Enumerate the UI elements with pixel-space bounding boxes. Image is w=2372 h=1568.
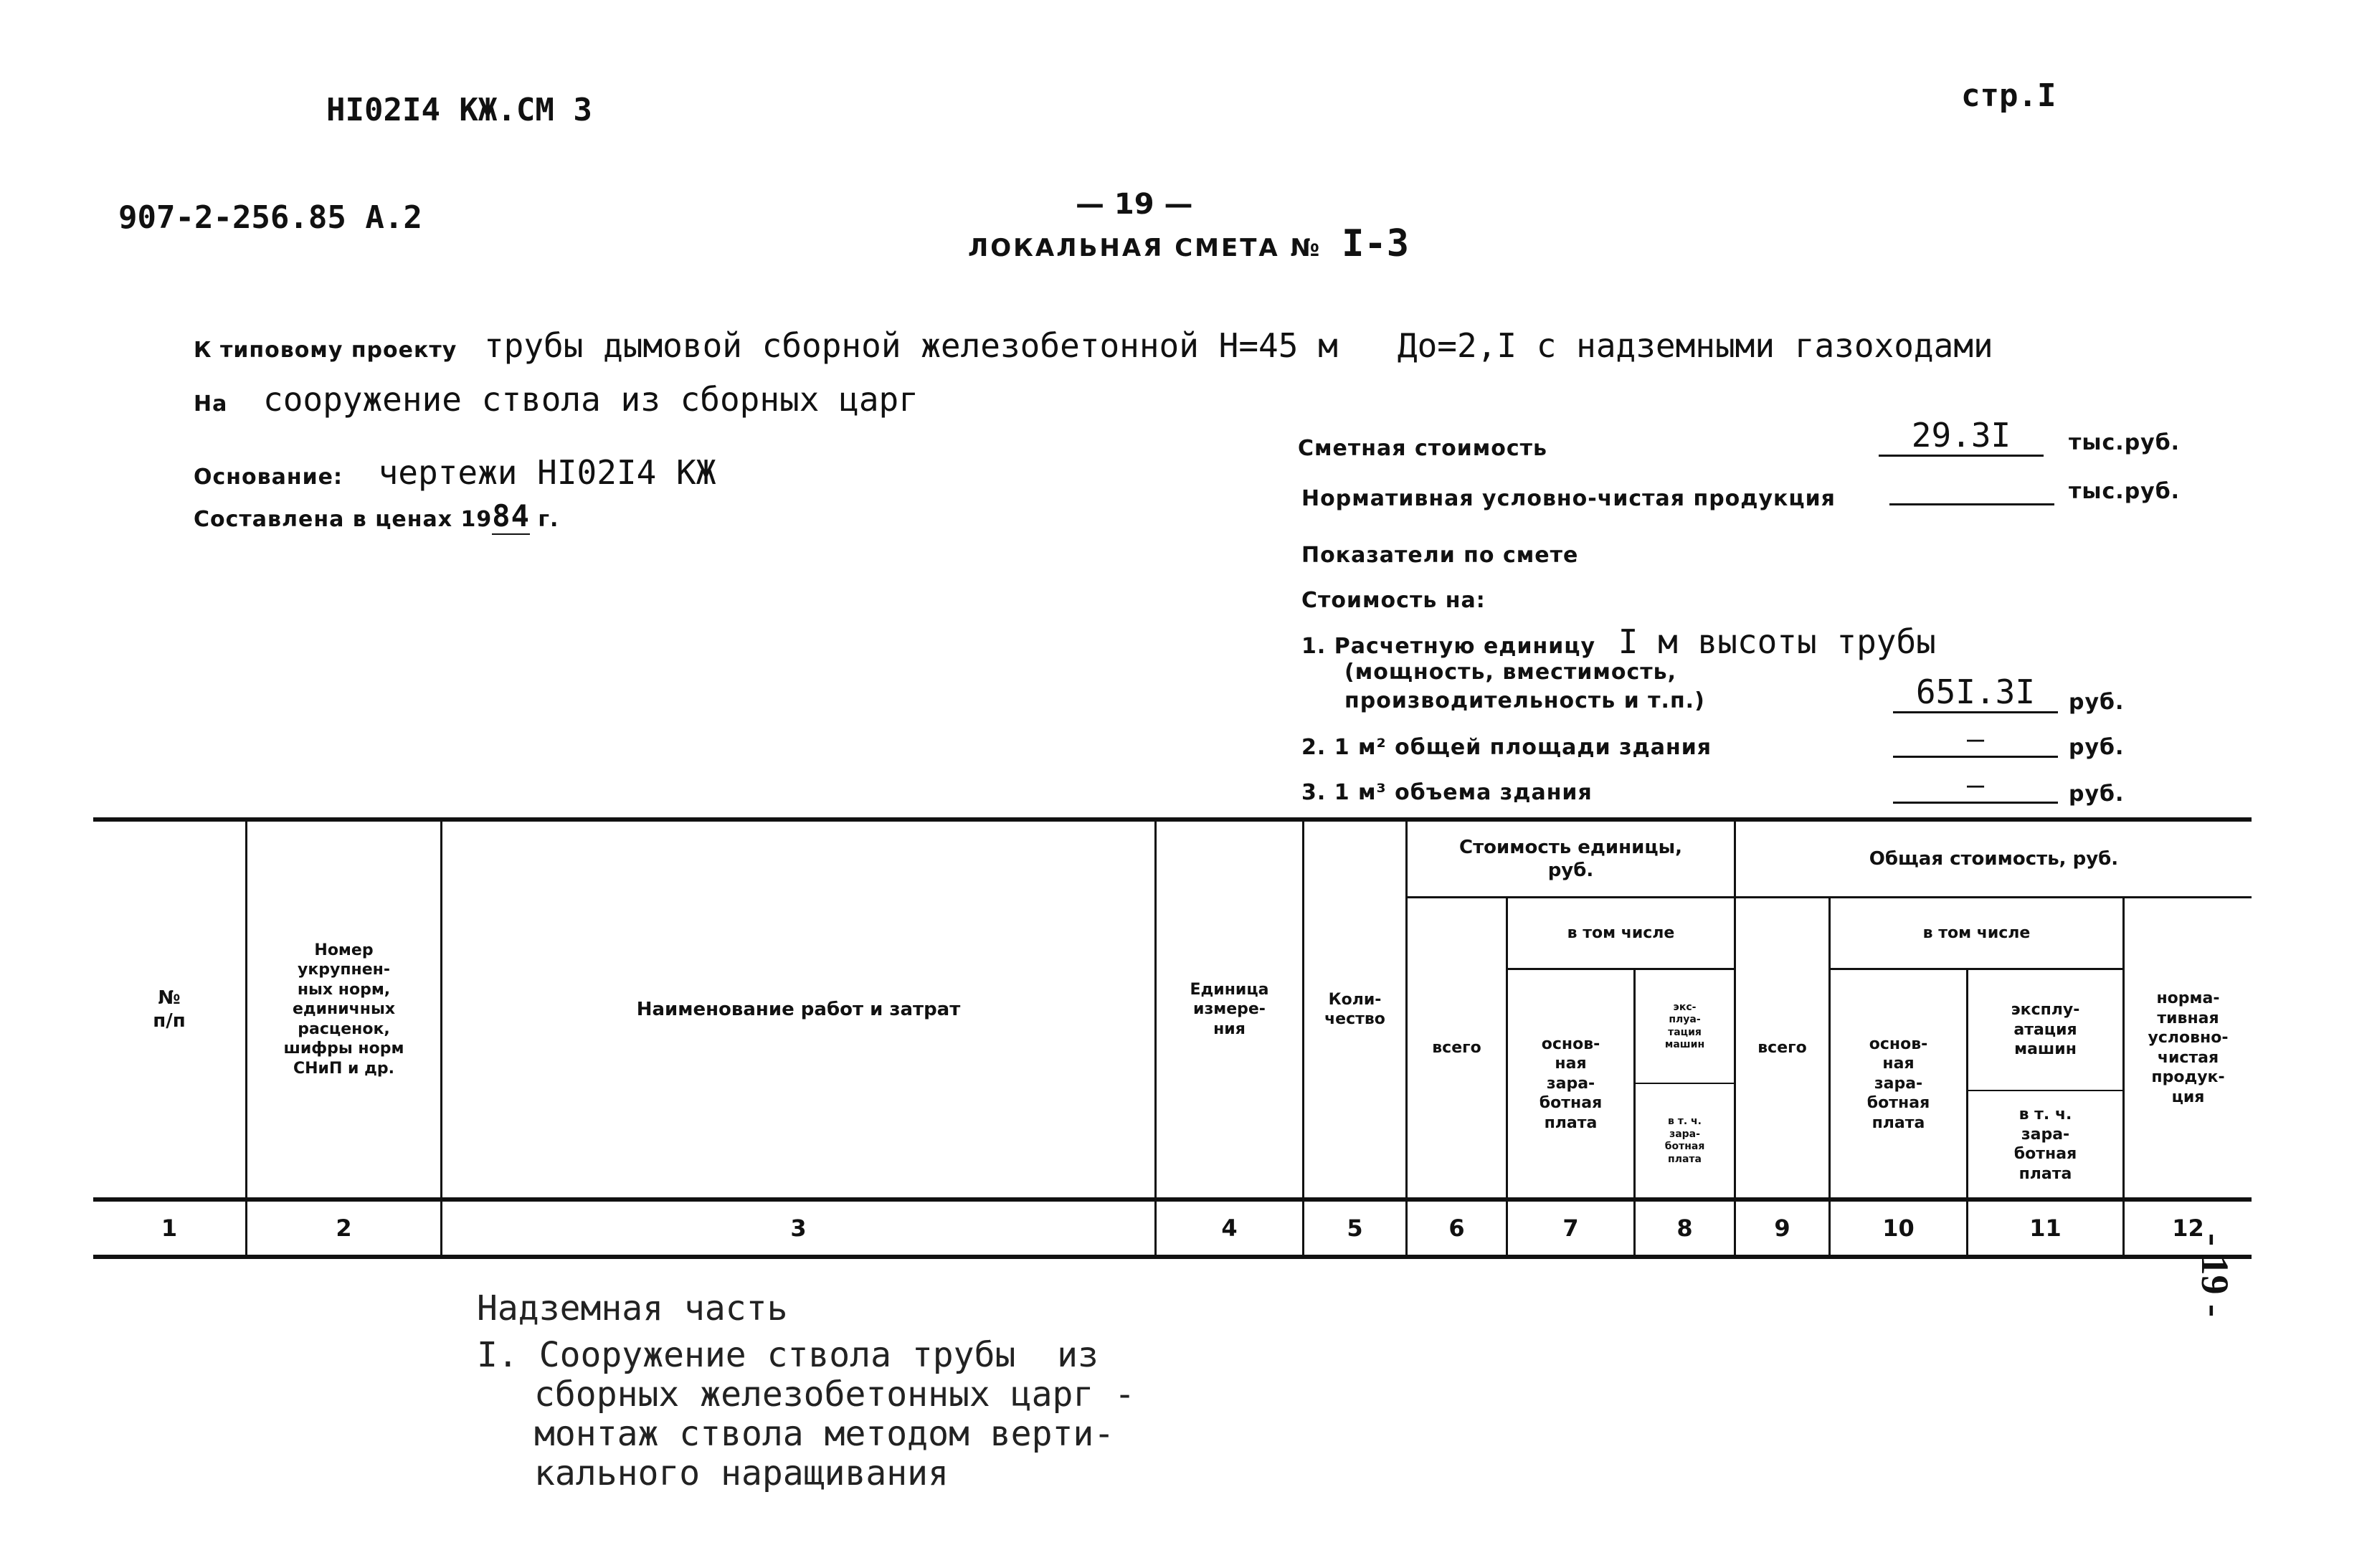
col-mach-wage2-header: в т. ч. зара- ботная плата — [2013, 1106, 2077, 1183]
on-line — [194, 380, 919, 419]
col-name-header: Наименование работ и затрат — [636, 998, 961, 1020]
document-code: НI02I4 КЖ.СМ 3 — [326, 92, 592, 128]
col-wage2-header: основ- ная зара- ботная плата — [1866, 1035, 1930, 1132]
estimated-cost-value: 29.3I — [1879, 416, 2044, 457]
col-number: 5 — [1347, 1215, 1363, 1242]
col-number: 9 — [1774, 1215, 1790, 1242]
on-label: На — [194, 391, 228, 417]
section-title: Надземная часть — [477, 1288, 788, 1329]
project-number: 907-2-256.85 А.2 — [118, 199, 422, 236]
cost-per-label: Стоимость на: — [1301, 588, 1486, 613]
col-unit-header: Единица измере- ния — [1190, 980, 1269, 1038]
col-number: 7 — [1562, 1215, 1579, 1242]
basis-line — [194, 453, 716, 492]
col-qty-header: Коли- чество — [1324, 990, 1385, 1028]
estimated-cost-unit: тыс.руб. — [2069, 430, 2181, 455]
col-mach2-header: эксплу- атация машин — [2011, 1001, 2080, 1059]
col-no-header: № п/п — [153, 987, 186, 1032]
col-number: 8 — [1676, 1215, 1693, 1242]
to-project-label: К типовому проекту — [194, 338, 457, 363]
indicator-1-value: I м высоты трубы — [1618, 622, 1936, 661]
indicator-2-label: 2. 1 м² общей площади здания — [1301, 735, 1712, 760]
side-page-number: - 19 - — [2193, 1233, 2236, 1317]
col-number: 4 — [1221, 1215, 1238, 1242]
col-incl2-header: в том числе — [1922, 923, 2031, 942]
col-mach-header: экс- плуа- тация машин — [1664, 1001, 1705, 1050]
indicator-1-note1: (мощность, вместимость, — [1344, 660, 1677, 685]
col-unit-cost-header: Стоимость единицы, руб. — [1458, 836, 1682, 881]
normative-label: Нормативная условно-чистая продукция — [1301, 486, 1836, 511]
indicator-3-unit: руб. — [2069, 781, 2125, 807]
item-line-4: кального наращивания — [534, 1453, 949, 1493]
prices-year: 84 — [492, 498, 530, 533]
col-incl-header: в том числе — [1567, 923, 1675, 942]
indicator-1-label: 1. Расчетную единицу — [1301, 634, 1596, 659]
col-normative-header: норма- тивная условно- чистая продук- ция — [2148, 989, 2229, 1106]
col-wage-header: основ- ная зара- ботная плата — [1539, 1035, 1603, 1132]
page-number: стр.I — [1961, 77, 2056, 114]
estimate-title-number: I-3 — [1342, 222, 1410, 265]
item-line-3: монтаж ствола методом верти- — [534, 1414, 1115, 1454]
indicator-3-label: 3. 1 м³ объема здания — [1301, 780, 1593, 805]
indicator-1 — [1301, 622, 1936, 661]
prices-label: Составлена в ценах 19 — [194, 507, 493, 532]
to-project-value: трубы дымовой сборной железобетонной Н=45 м До=2,I с надземными газоходами — [483, 326, 1993, 365]
indicator-1-amount: 65I.3I — [1893, 673, 2058, 713]
prices-line — [194, 498, 559, 535]
normative-value — [1889, 482, 2054, 505]
col-total9-header: всего — [1757, 1038, 1807, 1057]
normative-unit: тыс.руб. — [2069, 479, 2181, 504]
estimate-title — [968, 222, 1409, 265]
estimate-table-header — [93, 817, 2252, 1262]
col-number: 2 — [336, 1215, 352, 1242]
estimate-title-text: ЛОКАЛЬНАЯ СМЕТА № — [968, 234, 1322, 262]
col-number: 6 — [1448, 1215, 1465, 1242]
col-number: 10 — [1882, 1215, 1915, 1242]
indicators-label: Показатели по смете — [1301, 543, 1579, 568]
basis-label: Основание: — [194, 465, 343, 490]
to-project-line — [194, 326, 1993, 365]
indicator-3-amount: – — [1893, 769, 2058, 804]
indicator-1-note2: производительность и т.п.) — [1344, 688, 1705, 713]
col-total6-header: всего — [1432, 1038, 1481, 1057]
item-line-2: сборных железобетонных царг - — [534, 1374, 1136, 1415]
prices-suffix: г. — [538, 507, 559, 532]
col-norm-header: Номер укрупнен- ных норм, единичных расценок, шифры норм СНиП и др. — [283, 941, 404, 1078]
indicator-1-unit: руб. — [2069, 690, 2125, 715]
col-number: 3 — [790, 1215, 807, 1242]
col-total-cost-header: Общая стоимость, руб. — [1869, 847, 2119, 870]
col-number: 11 — [2029, 1215, 2062, 1242]
on-value: сооружение ствола из сборных царг — [263, 380, 919, 419]
col-mach-wage-header: в т. ч. зара- ботная плата — [1664, 1116, 1705, 1165]
item-line-1: I. Сооружение ствола трубы из — [477, 1335, 1099, 1375]
sheet-number: — 19 — — [1076, 188, 1193, 221]
col-number: 12 — [2172, 1215, 2204, 1242]
col-number: 1 — [161, 1215, 178, 1242]
estimated-cost-label: Сметная стоимость — [1298, 436, 1548, 461]
indicator-2-unit: руб. — [2069, 735, 2125, 760]
indicator-2-amount: – — [1893, 723, 2058, 758]
basis-value: чертежи НI02I4 КЖ — [378, 453, 716, 492]
